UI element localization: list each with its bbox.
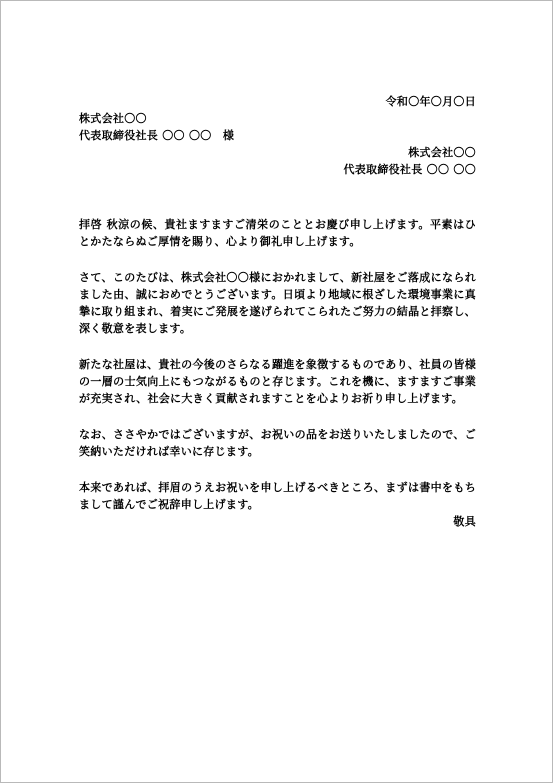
recipient-person: 代表取締役社長 〇〇 〇〇 様 — [79, 129, 235, 142]
sender-company: 株式会社〇〇 — [408, 146, 476, 159]
paragraph-conclusion: 本来であれば、拝眉のうえお祝いを申し上げるべきところ、まずは書中をもちまして謹んでご祝辞申し上げます。 — [79, 481, 476, 511]
closing-word: 敬具 — [453, 515, 476, 528]
recipient-company: 株式会社〇〇 — [79, 112, 147, 125]
paragraph-gift: なお、ささやかではございますが、お祝いの品をお送りいたしましたので、ご笑納いただければ幸いに存じます。 — [79, 428, 476, 458]
paragraph-congratulation: さて、このたびは、株式会社〇〇様におかれまして、新社屋をご落成になられました由、誠におめでとうございます。日頃より地域に根ざした環境事業に真摯に取り組まれ、着実にご発展を遂げられてこられたご努力の結晶と拝察し、深く敬意を表します。 — [79, 271, 476, 335]
paragraph-greeting: 拝啓 秋涼の候、貴社ますますご清栄のこととお慶び申し上げます。平素はひとかたならぬご厚情を賜り、心より御礼申し上げます。 — [79, 218, 476, 248]
letter-text — [79, 216, 476, 530]
letter-date: 令和〇年〇月〇日 — [385, 95, 476, 108]
recipient-block — [79, 110, 476, 144]
letter-body — [79, 93, 476, 530]
sender-person: 代表取締役社長 〇〇 〇〇 — [343, 163, 476, 176]
paragraph-wishes: 新たな社屋は、貴社の今後のさらなる躍進を象徴するものであり、社員の皆様の一層の士気向上にもつながるものと存じます。これを機に、ますますご事業が充実され、社会に大きく貢献されますことを心よりお祈り申し上げます。 — [79, 358, 476, 405]
sender-block — [79, 144, 476, 178]
